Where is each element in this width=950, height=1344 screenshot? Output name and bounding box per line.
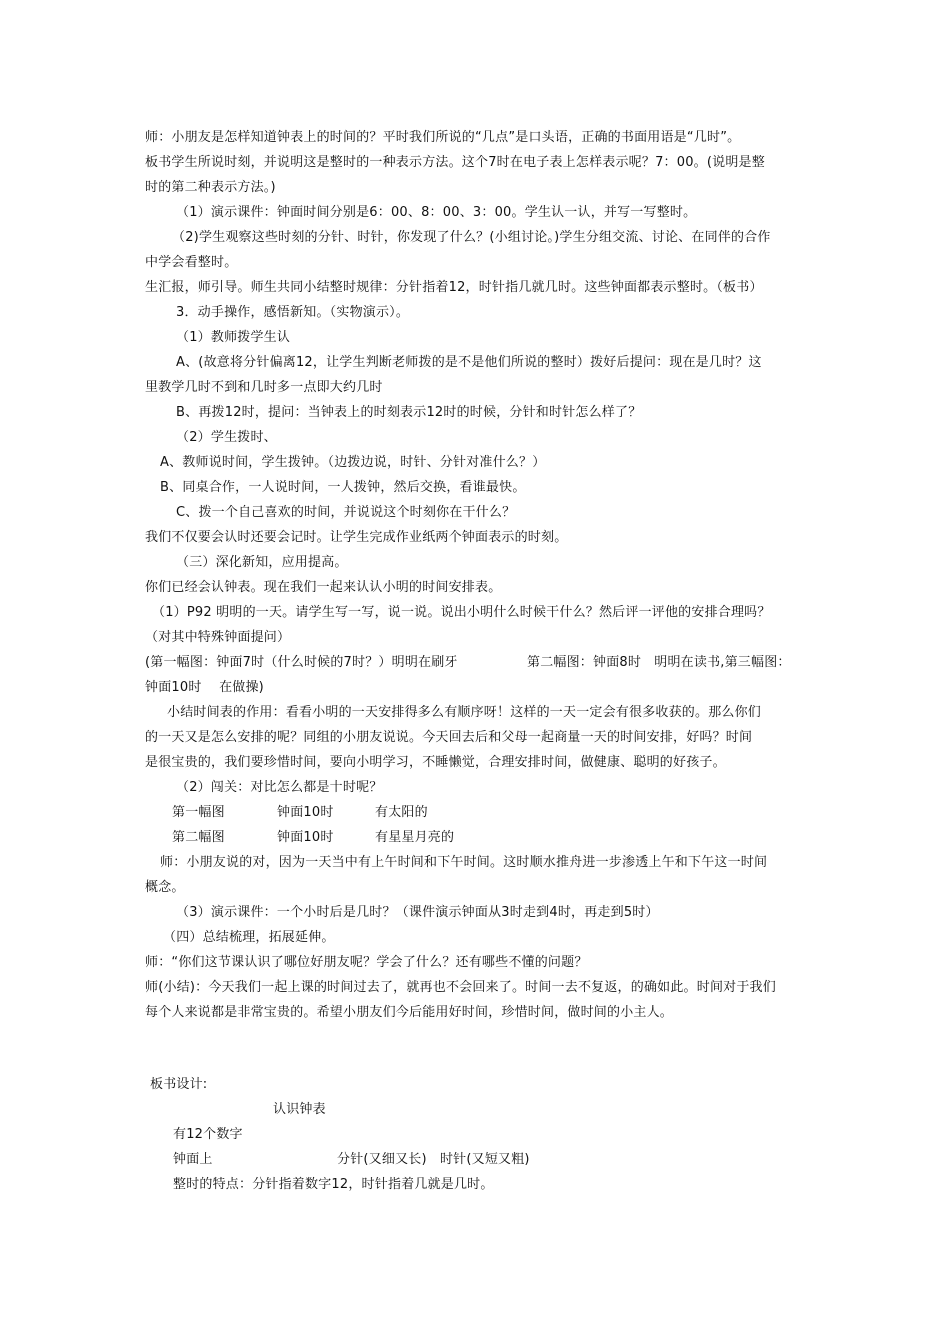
table-cell: 钟面10时 <box>277 830 334 845</box>
text-line: 板书学生所说时刻，并说明这是整时的一种表示方法。这个7时在电子表上怎样表示呢？7：00。(说明是整 <box>145 155 765 170</box>
text-line: （2）闯关：对比怎么都是十时呢？ <box>176 780 383 795</box>
text-line: 生汇报，师引导。师生共同小结整时规律：分针指着12，时针指几就几时。这些钟面都表示整时。（板书） <box>145 280 763 295</box>
text-line: 3．动手操作，感悟新知。（实物演示）。 <box>176 305 410 320</box>
board-design-heading: 板书设计: <box>150 1077 208 1092</box>
text-line: （1）教师拨学生认 <box>176 330 291 345</box>
table-cell: 钟面10时 <box>277 805 334 820</box>
text-line: 中学会看整时。 <box>145 255 238 270</box>
text-line: （三）深化新知，应用提高。 <box>176 555 348 570</box>
board-design-title: 认识钟表 <box>273 1102 326 1117</box>
table-cell: 有太阳的 <box>375 805 428 820</box>
text-line: （3）演示课件：一个小时后是几时？（课件演示钟面从3时走到4时，再走到5时） <box>176 905 659 920</box>
text-line: 里教学几时不到和几时多一点即大约几时 <box>145 380 383 395</box>
text-line: 你们已经会认钟表。现在我们一起来认认小明的时间安排表。 <box>145 580 502 595</box>
text-line: （四）总结梳理，拓展延伸。 <box>163 930 335 945</box>
text-line: A、(故意将分针偏离12，让学生判断老师拨的是不是他们所说的整时）拨好后提问：现在是几时？这 <box>176 355 762 370</box>
text-line: 时的第二种表示方法。) <box>145 180 276 195</box>
text-line: 第二幅图：钟面8时 明明在读书,第三幅图： <box>527 655 791 670</box>
text-line: （1）P92 明明的一天。请学生写一写，说一说。说出小明什么时候干什么？然后评一评他的安排合理吗？ <box>152 605 771 620</box>
table-cell: 第一幅图 <box>172 805 225 820</box>
text-line: 师：小朋友说的对，因为一天当中有上午时间和下午时间。这时顺水推舟进一步渗透上午和下午这一时间 <box>160 855 768 870</box>
text-line: 的一天又是怎么安排的呢？同组的小朋友说说。今天回去后和父母一起商量一天的时间安排，好吗？时间 <box>145 730 753 745</box>
text-line: 我们不仅要会认时还要会记时。让学生完成作业纸两个钟面表示的时刻。 <box>145 530 568 545</box>
text-line: 小结时间表的作用：看看小明的一天安排得多么有顺序呀！这样的一天一定会有很多收获的。那么你们 <box>167 705 762 720</box>
board-design-line: 钟面上 <box>173 1152 213 1167</box>
text-line: (第一幅图：钟面7时（什么时候的7时？）明明在刷牙 <box>145 655 458 670</box>
table-cell: 有星星月亮的 <box>375 830 455 845</box>
table-cell: 第二幅图 <box>172 830 225 845</box>
text-line: C、拨一个自己喜欢的时间，并说说这个时刻你在干什么？ <box>176 505 516 520</box>
board-design-line: 有12个数字 <box>173 1127 243 1142</box>
text-line: 钟面10时 在做操) <box>145 680 264 695</box>
text-line: 概念。 <box>145 880 185 895</box>
text-line: 师(小结)：今天我们一起上课的时间过去了，就再也不会回来了。时间一去不复返，的确如此。时间对于我们 <box>145 980 776 995</box>
text-line: （对其中特殊钟面提问） <box>145 630 291 645</box>
text-line: B、再拨12时，提问：当钟表上的时刻表示12时的时候，分针和时针怎么样了？ <box>176 405 642 420</box>
text-line: （2)学生观察这些时刻的分针、时针，你发现了什么？(小组讨论。)学生分组交流、讨论、在同伴的合作 <box>172 230 771 245</box>
text-line: （2）学生拨时、 <box>176 430 277 445</box>
text-line: 师：“你们这节课认识了哪位好朋友呢？学会了什么？还有哪些不懂的问题？ <box>145 955 588 970</box>
text-line: 是很宝贵的，我们要珍惜时间，要向小明学习，不睡懒觉，合理安排时间，做健康、聪明的好孩子。 <box>145 755 726 770</box>
text-line: 每个人来说都是非常宝贵的。希望小朋友们今后能用好时间，珍惜时间，做时间的小主人。 <box>145 1005 674 1020</box>
board-design-line: 分针(又细又长) 时针(又短又粗) <box>337 1152 530 1167</box>
text-line: A、教师说时间，学生拨钟。（边拨边说，时针、分针对准什么？） <box>160 455 546 470</box>
text-line: （1）演示课件：钟面时间分别是6：00、8：00、3：00。学生认一认，并写一写整时。 <box>176 205 697 220</box>
text-line: B、同桌合作，一人说时间，一人拨钟，然后交换，看谁最快。 <box>160 480 526 495</box>
text-line: 师：小朋友是怎样知道钟表上的时间的？平时我们所说的“几点”是口头语，正确的书面用语是“几时”。 <box>145 130 741 145</box>
board-design-line: 整时的特点：分针指着数字12，时针指着几就是几时。 <box>173 1177 494 1192</box>
